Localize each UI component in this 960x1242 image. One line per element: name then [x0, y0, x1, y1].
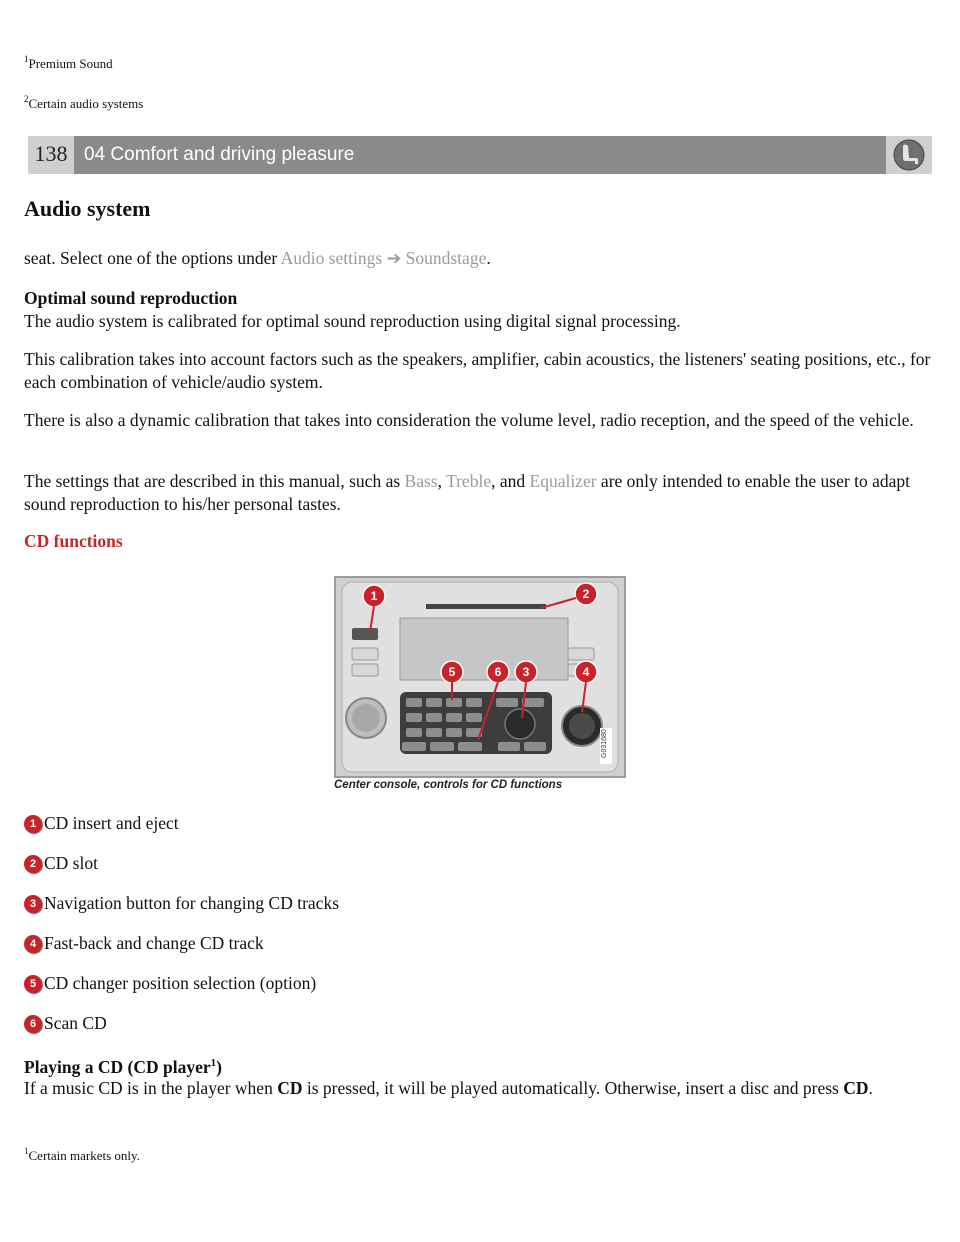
callout-labels	[336, 578, 624, 776]
legend-item: 4 Fast-back and change CD track	[24, 933, 264, 954]
chapter-header	[28, 136, 932, 174]
legend-item: 3 Navigation button for changing CD tracks	[24, 893, 339, 914]
equalizer-link[interactable]: Equalizer	[529, 471, 597, 491]
soundstage-link[interactable]: Soundstage	[405, 248, 487, 268]
bass-link[interactable]: Bass	[404, 471, 438, 491]
legend-item: 5 CD changer position selection (option)	[24, 973, 316, 994]
arrow-right-icon: ➔	[386, 248, 402, 268]
legend-item: 2 CD slot	[24, 853, 98, 874]
legend-item: 6 Scan CD	[24, 1013, 107, 1034]
figure-code: G031680	[601, 729, 608, 758]
center-console-figure	[334, 576, 626, 778]
callout-2: 2	[582, 587, 590, 601]
figure-caption: Center console, controls for CD functions	[334, 779, 563, 791]
optimal-p1: The audio system is calibrated for optimal sound reproduction using digital signal processing.	[24, 311, 681, 331]
optimal-p3: There is also a dynamic calibration that takes into consideration the volume level, radio reception, and the speed of the vehicle.	[24, 410, 914, 430]
footnote-2: $^2$Certain audio systems	[24, 94, 144, 111]
optimal-p2: This calibration takes into account factors such as the speakers, amplifier, cabin acoustics, the listeners' seating positions, etc., for each combination of vehicle/audio system.	[24, 349, 931, 392]
footnote-1: $^1$Premium Sound	[24, 54, 113, 71]
footnote-bottom: $^1$Certain markets only.	[24, 1146, 140, 1163]
playing-heading: Playing a CD (CD player$^1$)	[24, 1056, 222, 1077]
legend-item: 1 CD insert and eject	[24, 813, 179, 834]
playing-text: If a music CD is in the player when CD is pressed, it will be played automatically. Otherwise, insert a disc and press CD.	[24, 1078, 873, 1098]
callout-1: 1	[370, 589, 378, 603]
callout-badge: 1	[24, 815, 42, 833]
callout-badge: 3	[24, 895, 42, 913]
callout-3: 3	[522, 665, 530, 679]
callout-5: 5	[448, 665, 456, 679]
callout-badge: 2	[24, 855, 42, 873]
callout-6: 6	[494, 665, 502, 679]
seat-icon	[886, 136, 932, 174]
optimal-heading: Optimal sound reproduction	[24, 288, 238, 308]
audio-settings-link[interactable]: Audio settings	[280, 248, 383, 268]
treble-link[interactable]: Treble	[446, 471, 492, 491]
intro-paragraph: seat. Select one of the options under Audio settings ➔ Soundstage.	[24, 248, 491, 268]
cd-functions-heading: CD functions	[24, 531, 123, 551]
callout-badge: 4	[24, 935, 42, 953]
page-number: 138	[28, 136, 74, 174]
callout-badge: 6	[24, 1015, 42, 1033]
optimal-p4: The settings that are described in this manual, such as Bass, Treble, and Equalizer are only intended to enable the user to adapt sound reproduction to his/her personal tastes.	[24, 471, 910, 514]
chapter-title: 04 Comfort and driving pleasure	[84, 144, 355, 165]
callout-4: 4	[582, 665, 590, 679]
callout-badge: 5	[24, 975, 42, 993]
section-title: Audio system	[24, 196, 151, 221]
